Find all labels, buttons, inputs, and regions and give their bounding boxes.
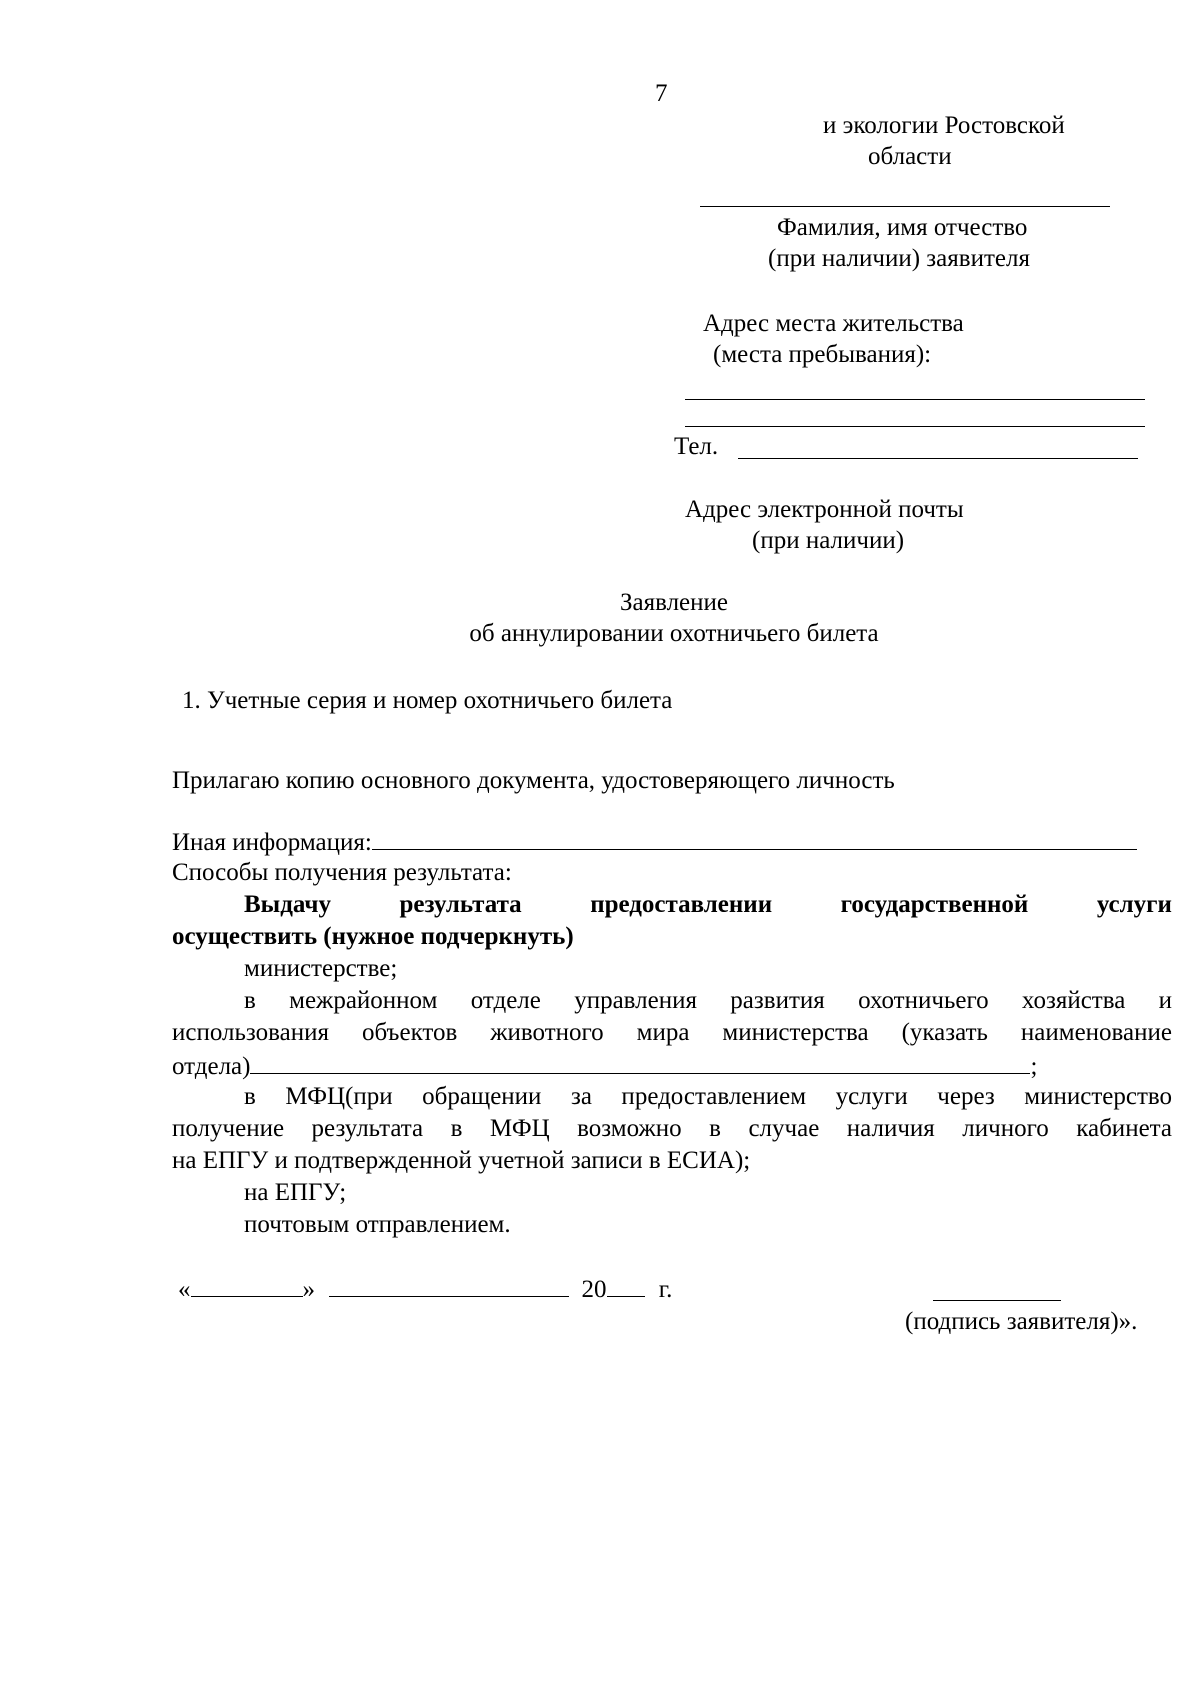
email-label-1: Адрес электронной почты [685,496,964,523]
page-number: 7 [655,80,668,107]
applicant-name-line[interactable] [700,206,1110,207]
applicant-name-caption-1: Фамилия, имя отчество [777,214,1028,241]
option-mfc-line-2: получение результата в МФЦ возможно в случае наличия личного кабинета [172,1115,1172,1142]
other-info-field[interactable] [372,825,1137,850]
signature-line[interactable] [933,1300,1061,1301]
delivery-word-2: результата [399,891,522,918]
option-ministry[interactable]: министерстве; [244,955,398,982]
department-label: отдела) [172,1053,251,1080]
email-label-2: (при наличии) [752,527,905,554]
document-subtitle: об аннулировании охотничьего билета [469,620,879,647]
option-department-line-2[interactable]: использования объектов животного мира министерства (указать наименование [172,1019,1172,1046]
date-month-field[interactable] [329,1272,569,1297]
phone-line[interactable] [738,458,1138,459]
addressee-line-2: области [868,143,952,170]
other-info-label: Иная информация: [172,829,372,856]
applicant-name-caption-2: (при наличии) заявителя [768,245,1030,272]
addressee-line-1: и экологии Ростовской [823,112,1065,139]
document-title: Заявление [619,589,729,616]
residence-label-1: Адрес места жительства [703,310,964,337]
option-post[interactable]: почтовым отправлением. [244,1211,511,1238]
option-department-line-1[interactable]: в межрайонном отделе управления развития охотничьего хозяйства и [244,987,1172,1014]
delivery-word-3: предоставлении [590,891,773,918]
department-name-field[interactable] [250,1049,1030,1074]
option-mfc-line-1[interactable]: в МФЦ(при обращении за предоставлением услуги через министерство [244,1083,1172,1110]
signature-caption: (подпись заявителя)». [905,1308,1138,1335]
delivery-heading-line-1 [244,889,1172,921]
date-row [178,1272,672,1306]
department-semicolon: ; [1030,1053,1038,1080]
delivery-heading-line-2: осуществить (нужное подчеркнуть) [172,923,574,950]
methods-label: Способы получения результата: [172,859,512,886]
date-year-prefix: 20 [581,1276,607,1303]
residence-label-2: (места пребывания): [713,341,932,368]
date-year-field[interactable] [607,1272,645,1297]
other-info-row [172,825,1137,859]
option-department-line-3 [172,1049,1037,1083]
attachment-statement: Прилагаю копию основного документа, удостоверяющего личность [172,767,895,794]
delivery-word-1: Выдачу [244,891,331,918]
option-epgu[interactable]: на ЕПГУ; [244,1179,347,1206]
residence-line-1[interactable] [685,399,1145,400]
residence-line-2[interactable] [685,426,1145,427]
delivery-word-4: государственной [840,891,1029,918]
delivery-word-5: услуги [1096,891,1172,918]
date-day-field[interactable] [191,1272,303,1297]
date-open-quote: « [178,1276,191,1303]
option-mfc-line-3: на ЕПГУ и подтвержденной учетной записи в ЕСИА); [172,1147,751,1174]
date-year-suffix: г. [658,1276,673,1303]
phone-label: Тел. [674,433,719,460]
item-ticket-number: 1. Учетные серия и номер охотничьего билета [182,687,673,714]
date-close-quote: » [302,1276,315,1303]
